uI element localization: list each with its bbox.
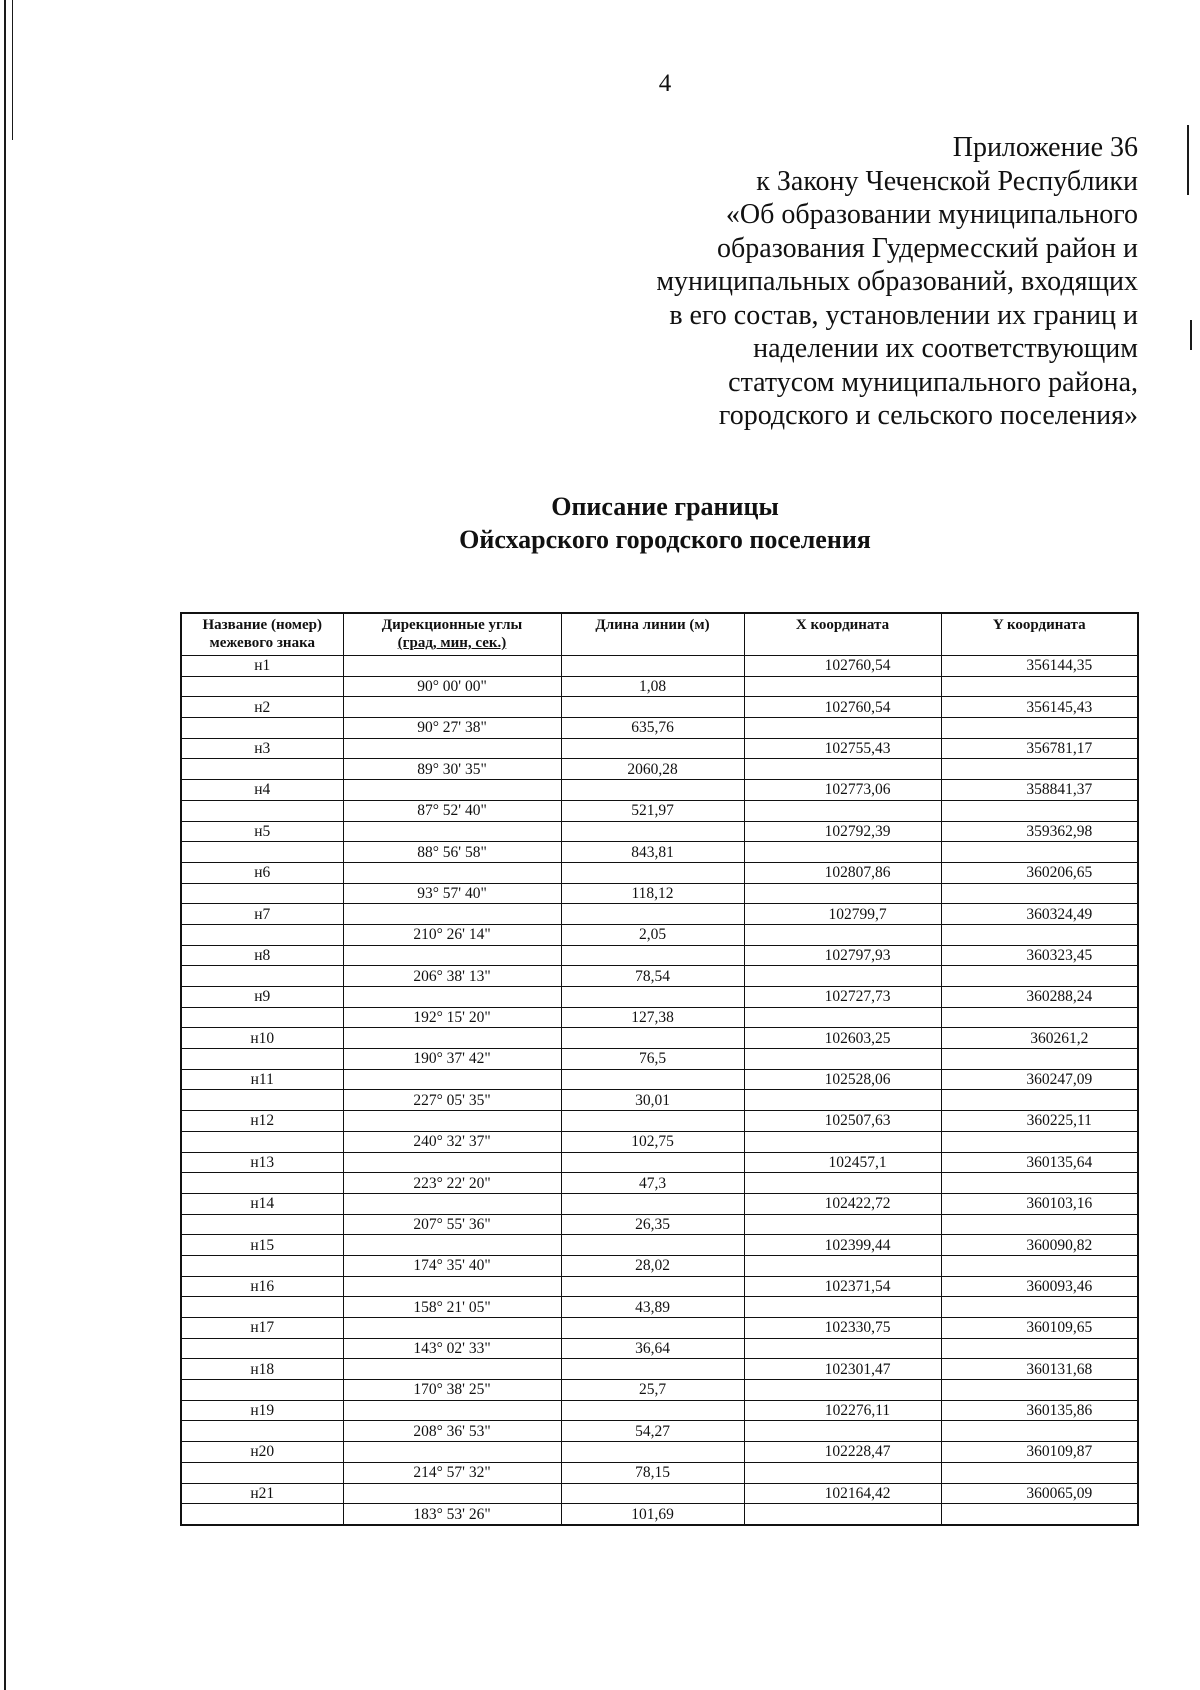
table-row-segment — [181, 1462, 1138, 1483]
x-coordinate-cell: 102760,54 — [744, 697, 941, 718]
table-row-segment — [181, 759, 1138, 780]
header-angle — [343, 613, 561, 656]
x-cell-empty — [744, 1462, 941, 1483]
x-cell-empty — [744, 1421, 941, 1442]
point-name-cell: н10 — [181, 1028, 343, 1049]
point-name-cell: н11 — [181, 1069, 343, 1090]
x-cell-empty — [744, 718, 941, 739]
line-length-cell: 78,15 — [561, 1462, 744, 1483]
segment-name-empty — [181, 1007, 343, 1028]
segment-name-empty — [181, 1255, 343, 1276]
x-coordinate-cell: 102276,11 — [744, 1400, 941, 1421]
scan-edge-left — [4, 0, 6, 1690]
length-cell-empty — [561, 1069, 744, 1090]
table-row-segment — [181, 924, 1138, 945]
length-cell-empty — [561, 1442, 744, 1463]
point-name-cell: н18 — [181, 1359, 343, 1380]
header-x: X координата — [744, 613, 941, 656]
x-coordinate-cell: 102399,44 — [744, 1235, 941, 1256]
table-row-point — [181, 1400, 1138, 1421]
table-row-point — [181, 1276, 1138, 1297]
point-name-cell: н13 — [181, 1152, 343, 1173]
direction-angle-cell: 227° 05' 35" — [343, 1090, 561, 1111]
header-name — [181, 613, 343, 656]
appendix-line: Приложение 36 — [952, 132, 1138, 163]
segment-name-empty — [181, 1214, 343, 1235]
y-coordinate-cell: 359362,98 — [941, 821, 1138, 842]
length-cell-empty — [561, 1359, 744, 1380]
x-cell-empty — [744, 1173, 941, 1194]
x-cell-empty — [744, 1504, 941, 1525]
point-name-cell: н5 — [181, 821, 343, 842]
length-cell-empty — [561, 1111, 744, 1132]
segment-name-empty — [181, 1504, 343, 1525]
x-coordinate-cell: 102301,47 — [744, 1359, 941, 1380]
x-cell-empty — [744, 883, 941, 904]
point-name-cell: н14 — [181, 1193, 343, 1214]
segment-name-empty — [181, 800, 343, 821]
point-name-cell: н8 — [181, 945, 343, 966]
x-cell-empty — [744, 966, 941, 987]
y-cell-empty — [941, 924, 1138, 945]
point-name-cell: н20 — [181, 1442, 343, 1463]
angle-cell-empty — [343, 1400, 561, 1421]
length-cell-empty — [561, 697, 744, 718]
direction-angle-cell: 143° 02' 33" — [343, 1338, 561, 1359]
line-length-cell: 36,64 — [561, 1338, 744, 1359]
table-row-segment — [181, 800, 1138, 821]
angle-cell-empty — [343, 1483, 561, 1504]
point-name-cell: н2 — [181, 697, 343, 718]
x-coordinate-cell: 102755,43 — [744, 738, 941, 759]
y-cell-empty — [941, 1338, 1138, 1359]
header-length: Длина линии (м) — [561, 613, 744, 656]
direction-angle-cell: 183° 53' 26" — [343, 1504, 561, 1525]
x-cell-empty — [744, 1255, 941, 1276]
line-length-cell: 2,05 — [561, 924, 744, 945]
y-coordinate-cell: 360135,86 — [941, 1400, 1138, 1421]
line-length-cell: 43,89 — [561, 1297, 744, 1318]
point-name-cell: н17 — [181, 1318, 343, 1339]
angle-cell-empty — [343, 987, 561, 1008]
x-coordinate-cell: 102330,75 — [744, 1318, 941, 1339]
segment-name-empty — [181, 966, 343, 987]
point-name-cell: н1 — [181, 656, 343, 677]
segment-name-empty — [181, 1338, 343, 1359]
length-cell-empty — [561, 738, 744, 759]
y-coordinate-cell: 356145,43 — [941, 697, 1138, 718]
y-coordinate-cell: 360323,45 — [941, 945, 1138, 966]
table-row-segment — [181, 1338, 1138, 1359]
length-cell-empty — [561, 1193, 744, 1214]
direction-angle-cell: 192° 15' 20" — [343, 1007, 561, 1028]
table-row-point — [181, 1193, 1138, 1214]
y-coordinate-cell: 356781,17 — [941, 738, 1138, 759]
x-coordinate-cell: 102792,39 — [744, 821, 941, 842]
angle-cell-empty — [343, 1318, 561, 1339]
angle-cell-empty — [343, 780, 561, 801]
point-name-cell: н4 — [181, 780, 343, 801]
table-row-point — [181, 1359, 1138, 1380]
y-cell-empty — [941, 1131, 1138, 1152]
x-cell-empty — [744, 759, 941, 780]
table-row-segment — [181, 1297, 1138, 1318]
angle-cell-empty — [343, 1359, 561, 1380]
direction-angle-cell: 214° 57' 32" — [343, 1462, 561, 1483]
x-cell-empty — [744, 1297, 941, 1318]
x-cell-empty — [744, 1380, 941, 1401]
table-row-point — [181, 945, 1138, 966]
line-length-cell: 1,08 — [561, 676, 744, 697]
line-length-cell: 47,3 — [561, 1173, 744, 1194]
x-cell-empty — [744, 800, 941, 821]
direction-angle-cell: 93° 57' 40" — [343, 883, 561, 904]
angle-cell-empty — [343, 862, 561, 883]
table-row-point — [181, 780, 1138, 801]
appendix-line: муниципальных образований, входящих — [656, 266, 1138, 297]
x-cell-empty — [744, 1214, 941, 1235]
x-coordinate-cell: 102507,63 — [744, 1111, 941, 1132]
segment-name-empty — [181, 883, 343, 904]
table-row-point — [181, 987, 1138, 1008]
point-name-cell: н19 — [181, 1400, 343, 1421]
line-length-cell: 30,01 — [561, 1090, 744, 1111]
title-line-1: Описание границы — [551, 492, 779, 521]
direction-angle-cell: 210° 26' 14" — [343, 924, 561, 945]
direction-angle-cell: 90° 00' 00" — [343, 676, 561, 697]
point-name-cell: н12 — [181, 1111, 343, 1132]
line-length-cell: 54,27 — [561, 1421, 744, 1442]
y-cell-empty — [941, 676, 1138, 697]
x-coordinate-cell: 102760,54 — [744, 656, 941, 677]
x-coordinate-cell: 102371,54 — [744, 1276, 941, 1297]
header-y: Y координата — [941, 613, 1138, 656]
point-name-cell: н3 — [181, 738, 343, 759]
segment-name-empty — [181, 1049, 343, 1070]
y-cell-empty — [941, 800, 1138, 821]
length-cell-empty — [561, 1400, 744, 1421]
table-row-segment — [181, 1007, 1138, 1028]
direction-angle-cell: 90° 27' 38" — [343, 718, 561, 739]
appendix-line: «Об образовании муниципального — [725, 199, 1138, 230]
length-cell-empty — [561, 1028, 744, 1049]
line-length-cell: 101,69 — [561, 1504, 744, 1525]
length-cell-empty — [561, 862, 744, 883]
y-coordinate-cell: 360131,68 — [941, 1359, 1138, 1380]
x-coordinate-cell: 102528,06 — [744, 1069, 941, 1090]
table-row-point — [181, 1111, 1138, 1132]
length-cell-empty — [561, 821, 744, 842]
appendix-header — [518, 131, 1138, 433]
line-length-cell: 28,02 — [561, 1255, 744, 1276]
x-cell-empty — [744, 1049, 941, 1070]
y-coordinate-cell: 360247,09 — [941, 1069, 1138, 1090]
table-row-point — [181, 1442, 1138, 1463]
table-row-segment — [181, 718, 1138, 739]
appendix-line: образования Гудермесский район и — [717, 232, 1138, 264]
scan-edge-right-2 — [1190, 320, 1192, 350]
angle-cell-empty — [343, 697, 561, 718]
x-coordinate-cell: 102164,42 — [744, 1483, 941, 1504]
page-number: 4 — [658, 70, 672, 97]
angle-cell-empty — [343, 1442, 561, 1463]
table-row-segment — [181, 1131, 1138, 1152]
table-row-point — [181, 1069, 1138, 1090]
title-line-2: Ойсхарского городского поселения — [459, 525, 871, 554]
length-cell-empty — [561, 780, 744, 801]
angle-cell-empty — [343, 1276, 561, 1297]
x-cell-empty — [744, 924, 941, 945]
appendix-line: городского и сельского поселения» — [718, 400, 1138, 431]
table-row-point — [181, 656, 1138, 677]
table-body — [181, 656, 1138, 1525]
y-coordinate-cell: 360109,87 — [941, 1442, 1138, 1463]
y-coordinate-cell: 360206,65 — [941, 862, 1138, 883]
y-cell-empty — [941, 1380, 1138, 1401]
segment-name-empty — [181, 842, 343, 863]
angle-cell-empty — [343, 904, 561, 925]
x-cell-empty — [744, 1090, 941, 1111]
line-length-cell: 78,54 — [561, 966, 744, 987]
appendix-line: статусом муниципального района, — [728, 366, 1138, 398]
table-row-point — [181, 738, 1138, 759]
angle-cell-empty — [343, 821, 561, 842]
angle-cell-empty — [343, 1235, 561, 1256]
direction-angle-cell: 174° 35' 40" — [343, 1255, 561, 1276]
y-cell-empty — [941, 883, 1138, 904]
x-coordinate-cell: 102457,1 — [744, 1152, 941, 1173]
angle-cell-empty — [343, 1028, 561, 1049]
point-name-cell: н7 — [181, 904, 343, 925]
appendix-line: в его состав, установлении их границ и — [669, 299, 1138, 331]
table-row-point — [181, 697, 1138, 718]
appendix-line: к Закону Чеченской Республики — [756, 165, 1138, 197]
segment-name-empty — [181, 1380, 343, 1401]
table-row-point — [181, 1318, 1138, 1339]
table-row-segment — [181, 1049, 1138, 1070]
x-cell-empty — [744, 1007, 941, 1028]
y-coordinate-cell: 356144,35 — [941, 656, 1138, 677]
length-cell-empty — [561, 1152, 744, 1173]
length-cell-empty — [561, 945, 744, 966]
length-cell-empty — [561, 904, 744, 925]
angle-cell-empty — [343, 945, 561, 966]
appendix-line: наделении их соответствующим — [753, 333, 1138, 364]
line-length-cell: 118,12 — [561, 883, 744, 904]
angle-cell-empty — [343, 1069, 561, 1090]
y-cell-empty — [941, 1255, 1138, 1276]
y-coordinate-cell: 360288,24 — [941, 987, 1138, 1008]
header-name-line1: Название (номер) — [202, 617, 323, 633]
segment-name-empty — [181, 1131, 343, 1152]
y-coordinate-cell: 360109,65 — [941, 1318, 1138, 1339]
y-cell-empty — [941, 1007, 1138, 1028]
y-cell-empty — [941, 1214, 1138, 1235]
length-cell-empty — [561, 1276, 744, 1297]
segment-name-empty — [181, 718, 343, 739]
y-cell-empty — [941, 1090, 1138, 1111]
table-row-segment — [181, 1380, 1138, 1401]
table-row-point — [181, 821, 1138, 842]
length-cell-empty — [561, 1318, 744, 1339]
segment-name-empty — [181, 1173, 343, 1194]
segment-name-empty — [181, 924, 343, 945]
table-row-segment — [181, 1421, 1138, 1442]
y-coordinate-cell: 360324,49 — [941, 904, 1138, 925]
table-row-segment — [181, 966, 1138, 987]
y-cell-empty — [941, 1462, 1138, 1483]
table-row-segment — [181, 1255, 1138, 1276]
line-length-cell: 2060,28 — [561, 759, 744, 780]
x-coordinate-cell: 102807,86 — [744, 862, 941, 883]
y-coordinate-cell: 360090,82 — [941, 1235, 1138, 1256]
direction-angle-cell: 88° 56' 58" — [343, 842, 561, 863]
point-name-cell: н16 — [181, 1276, 343, 1297]
length-cell-empty — [561, 987, 744, 1008]
line-length-cell: 521,97 — [561, 800, 744, 821]
table-row-segment — [181, 676, 1138, 697]
y-coordinate-cell: 360261,2 — [941, 1028, 1138, 1049]
line-length-cell: 102,75 — [561, 1131, 744, 1152]
header-angle-line2: (град, мин, сек.) — [397, 635, 507, 651]
y-coordinate-cell: 360135,64 — [941, 1152, 1138, 1173]
angle-cell-empty — [343, 1152, 561, 1173]
y-coordinate-cell: 360103,16 — [941, 1193, 1138, 1214]
line-length-cell: 25,7 — [561, 1380, 744, 1401]
direction-angle-cell: 206° 38' 13" — [343, 966, 561, 987]
y-cell-empty — [941, 966, 1138, 987]
line-length-cell: 127,38 — [561, 1007, 744, 1028]
direction-angle-cell: 190° 37' 42" — [343, 1049, 561, 1070]
x-coordinate-cell: 102797,93 — [744, 945, 941, 966]
y-cell-empty — [941, 1173, 1138, 1194]
direction-angle-cell: 89° 30' 35" — [343, 759, 561, 780]
length-cell-empty — [561, 1483, 744, 1504]
table-row-segment — [181, 1090, 1138, 1111]
point-name-cell: н21 — [181, 1483, 343, 1504]
angle-cell-empty — [343, 738, 561, 759]
y-cell-empty — [941, 842, 1138, 863]
angle-cell-empty — [343, 656, 561, 677]
segment-name-empty — [181, 1462, 343, 1483]
table-row-segment — [181, 842, 1138, 863]
segment-name-empty — [181, 1297, 343, 1318]
y-cell-empty — [941, 759, 1138, 780]
point-name-cell: н9 — [181, 987, 343, 1008]
segment-name-empty — [181, 1090, 343, 1111]
direction-angle-cell: 87° 52' 40" — [343, 800, 561, 821]
segment-name-empty — [181, 676, 343, 697]
x-coordinate-cell: 102603,25 — [744, 1028, 941, 1049]
y-cell-empty — [941, 1421, 1138, 1442]
table-row-point — [181, 904, 1138, 925]
y-coordinate-cell: 360065,09 — [941, 1483, 1138, 1504]
line-length-cell: 76,5 — [561, 1049, 744, 1070]
y-cell-empty — [941, 718, 1138, 739]
length-cell-empty — [561, 1235, 744, 1256]
boundary-table — [180, 612, 1139, 1526]
x-coordinate-cell: 102773,06 — [744, 780, 941, 801]
x-coordinate-cell: 102228,47 — [744, 1442, 941, 1463]
y-cell-empty — [941, 1297, 1138, 1318]
document-title — [180, 490, 1150, 556]
x-cell-empty — [744, 676, 941, 697]
table-row-segment — [181, 1214, 1138, 1235]
line-length-cell: 635,76 — [561, 718, 744, 739]
table-row-point — [181, 1152, 1138, 1173]
direction-angle-cell: 170° 38' 25" — [343, 1380, 561, 1401]
x-coordinate-cell: 102727,73 — [744, 987, 941, 1008]
point-name-cell: н15 — [181, 1235, 343, 1256]
direction-angle-cell: 208° 36' 53" — [343, 1421, 561, 1442]
point-name-cell: н6 — [181, 862, 343, 883]
y-cell-empty — [941, 1504, 1138, 1525]
y-cell-empty — [941, 1049, 1138, 1070]
table-row-point — [181, 1235, 1138, 1256]
table-row-segment — [181, 1173, 1138, 1194]
table-row-segment — [181, 1504, 1138, 1525]
segment-name-empty — [181, 759, 343, 780]
y-coordinate-cell: 358841,37 — [941, 780, 1138, 801]
segment-name-empty — [181, 1421, 343, 1442]
table-row-point — [181, 1483, 1138, 1504]
x-coordinate-cell: 102799,7 — [744, 904, 941, 925]
length-cell-empty — [561, 656, 744, 677]
header-name-line2: межевого знака — [209, 635, 315, 651]
line-length-cell: 26,35 — [561, 1214, 744, 1235]
header-angle-line1: Дирекционные углы — [381, 617, 523, 633]
y-coordinate-cell: 360225,11 — [941, 1111, 1138, 1132]
direction-angle-cell: 223° 22' 20" — [343, 1173, 561, 1194]
x-cell-empty — [744, 1338, 941, 1359]
table-row-point — [181, 862, 1138, 883]
direction-angle-cell: 158° 21' 05" — [343, 1297, 561, 1318]
table-header-row — [181, 613, 1138, 656]
direction-angle-cell: 240° 32' 37" — [343, 1131, 561, 1152]
scan-edge-right — [1187, 125, 1189, 195]
table-row-point — [181, 1028, 1138, 1049]
x-coordinate-cell: 102422,72 — [744, 1193, 941, 1214]
angle-cell-empty — [343, 1111, 561, 1132]
y-coordinate-cell: 360093,46 — [941, 1276, 1138, 1297]
line-length-cell: 843,81 — [561, 842, 744, 863]
table-row-segment — [181, 883, 1138, 904]
angle-cell-empty — [343, 1193, 561, 1214]
direction-angle-cell: 207° 55' 36" — [343, 1214, 561, 1235]
x-cell-empty — [744, 1131, 941, 1152]
x-cell-empty — [744, 842, 941, 863]
